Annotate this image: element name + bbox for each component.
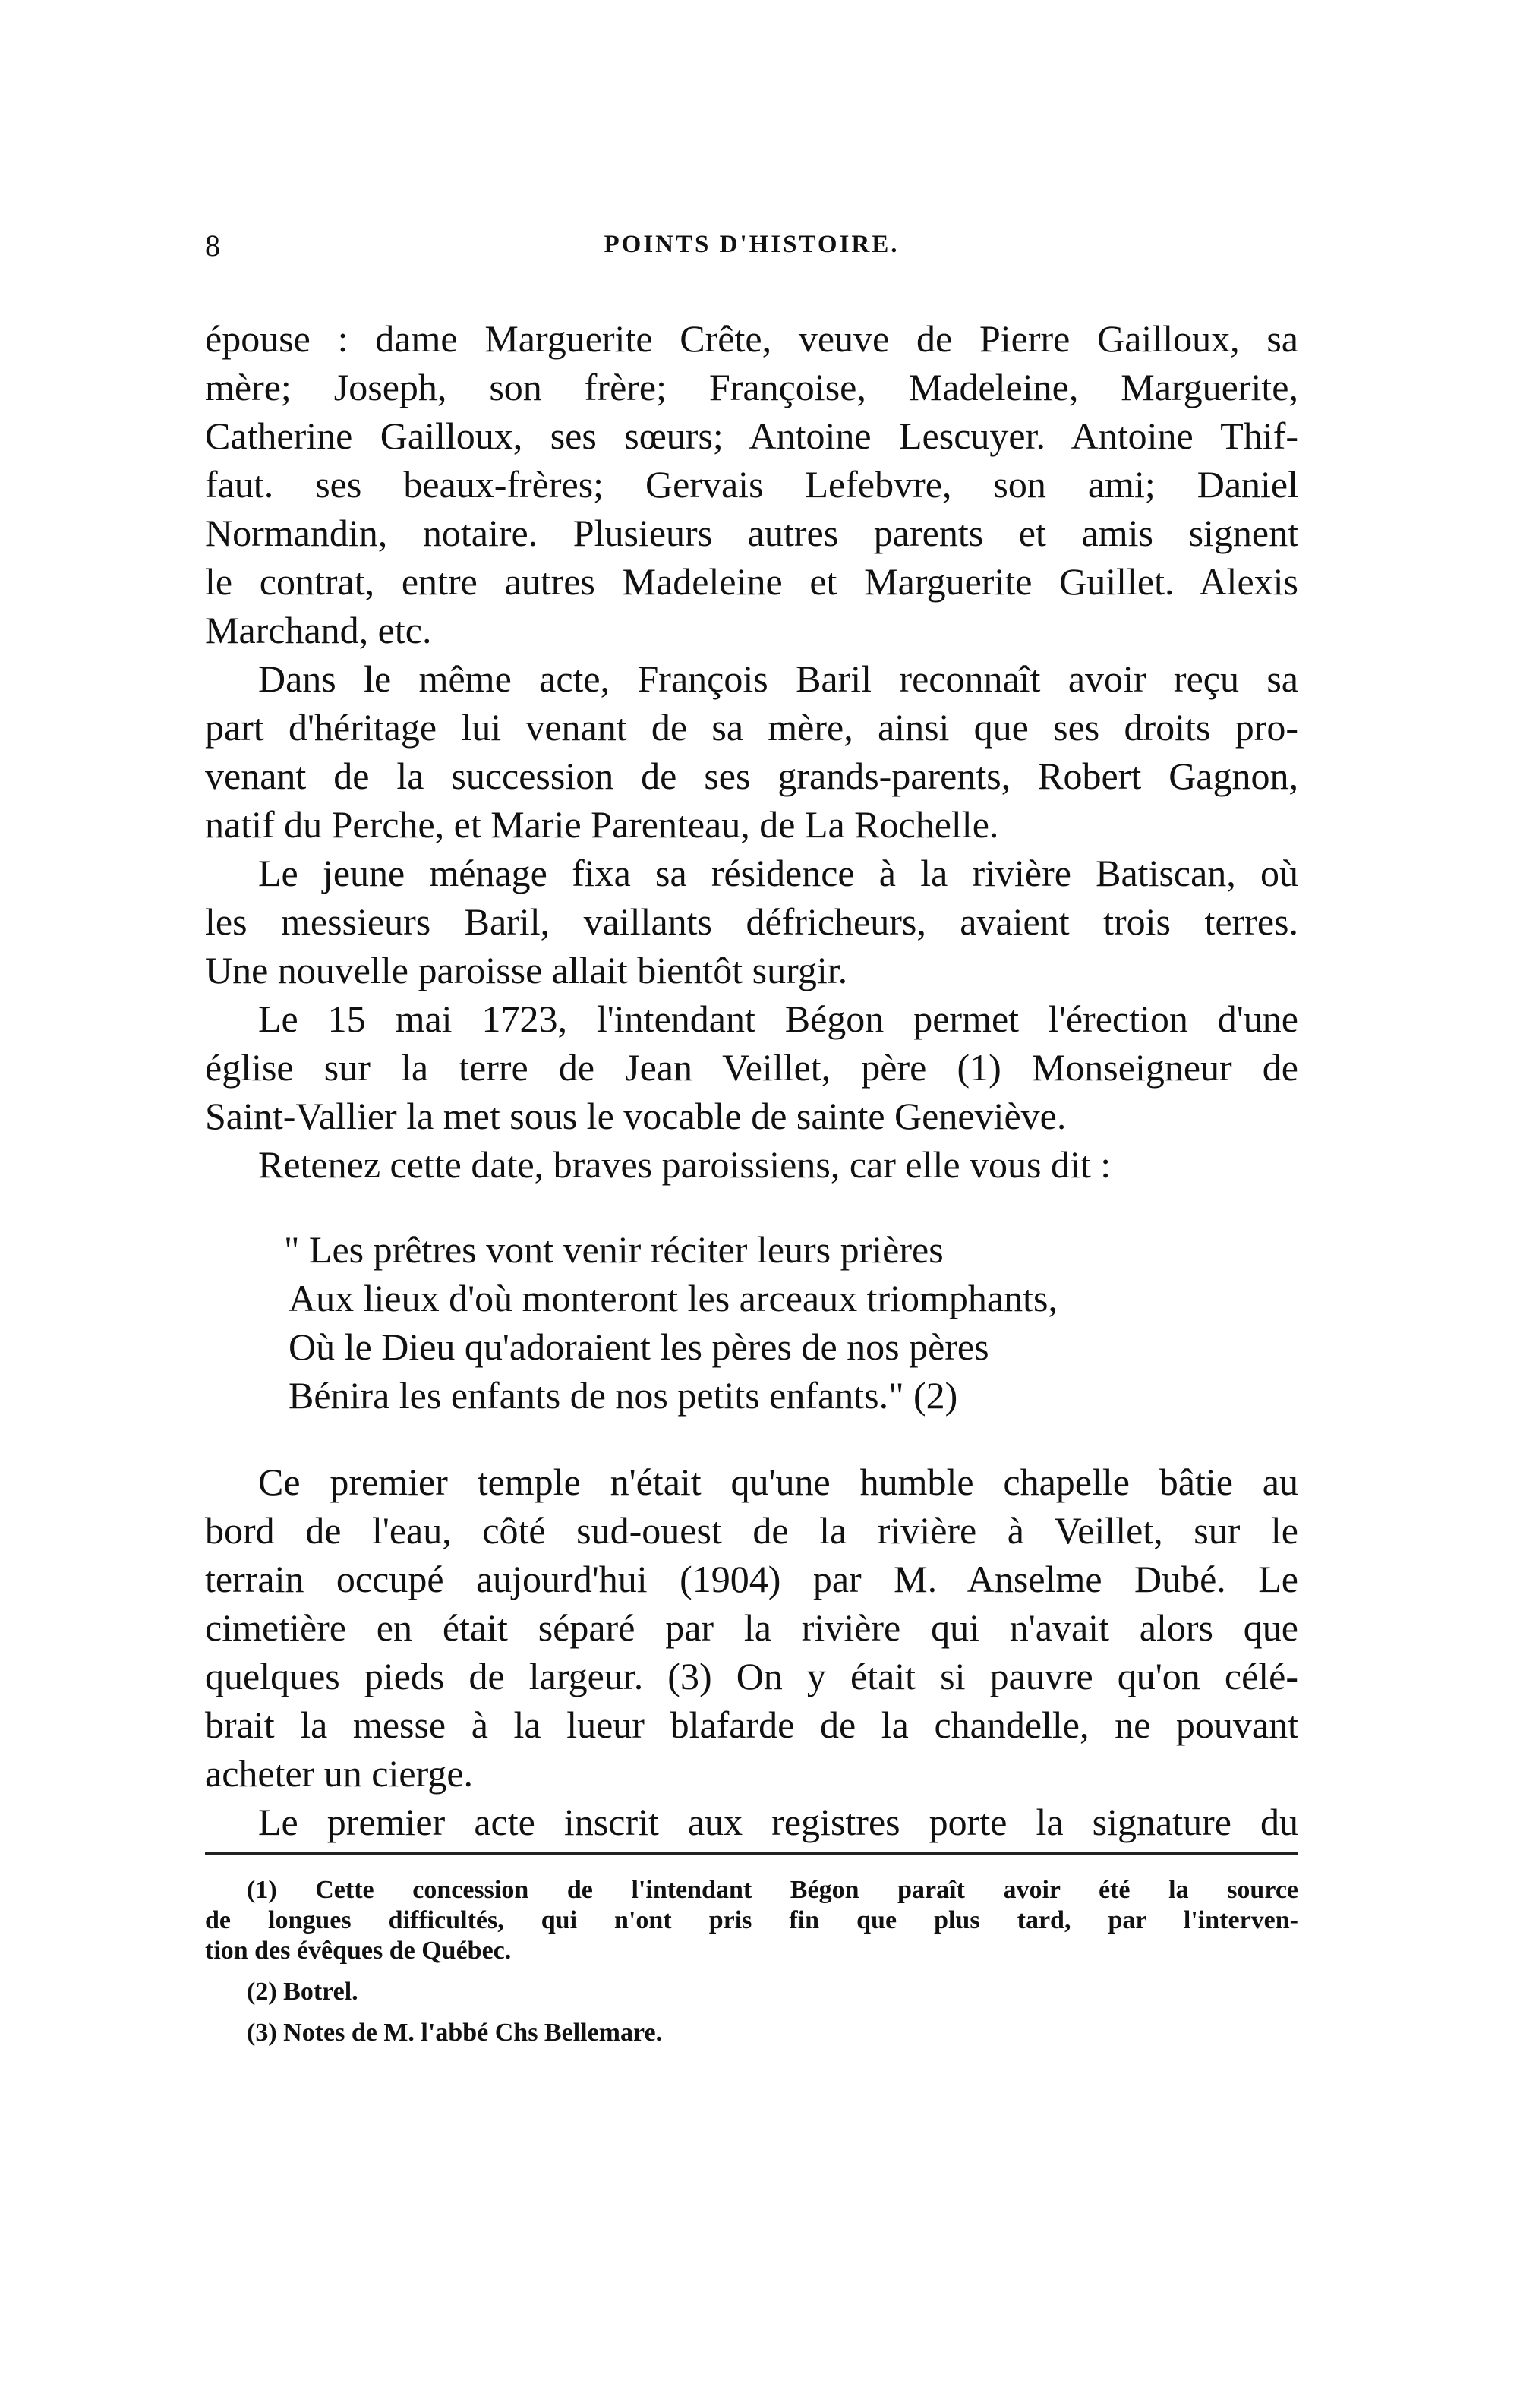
verse-line: Où le Dieu qu'adoraient les pères de nos pères xyxy=(289,1325,989,1368)
body-line: terrain occupé aujourd'hui (1904) par M. Anselme Dubé. Le xyxy=(205,1558,1298,1600)
body-line: mère; Joseph, son frère; Françoise, Madeleine, Marguerite, xyxy=(205,366,1298,408)
verse-line: Aux lieux d'où monteront les arceaux triomphants, xyxy=(289,1277,1058,1319)
body-line: cimetière en était séparé par la rivière qui n'avait alors que xyxy=(205,1606,1298,1649)
running-title: POINTS D'HISTOIRE. xyxy=(604,231,900,258)
body-line: quelques pieds de largeur. (3) On y était si pauvre qu'on célé- xyxy=(205,1655,1298,1697)
body-line: église sur la terre de Jean Veillet, père (1) Monseigneur de xyxy=(205,1046,1298,1089)
body-line: bord de l'eau, côté sud-ouest de la rivière à Veillet, sur le xyxy=(205,1509,1298,1552)
body-line: part d'héritage lui venant de sa mère, ainsi que ses droits pro- xyxy=(205,706,1298,749)
body-line: Dans le même acte, François Baril reconnaît avoir reçu sa xyxy=(258,657,1298,700)
body-line: Le 15 mai 1723, l'intendant Bégon permet l'érection d'une xyxy=(258,998,1298,1040)
body-line: Marchand, etc. xyxy=(205,609,432,651)
body-line: natif du Perche, et Marie Parenteau, de La Rochelle. xyxy=(205,803,999,846)
body-line: le contrat, entre autres Madeleine et Marguerite Guillet. Alexis xyxy=(205,560,1298,603)
body-line: venant de la succession de ses grands-parents, Robert Gagnon, xyxy=(205,755,1298,797)
verse-line: " Les prêtres vont venir réciter leurs prières xyxy=(284,1228,944,1271)
body-line: épouse : dame Marguerite Crête, veuve de Pierre Gailloux, sa xyxy=(205,317,1298,360)
body-line: acheter un cierge. xyxy=(205,1752,474,1795)
body-line: Retenez cette date, braves paroissiens, car elle vous dit : xyxy=(258,1143,1112,1186)
body-line: Ce premier temple n'était qu'une humble chapelle bâtie au xyxy=(258,1461,1298,1503)
body-line: Normandin, notaire. Plusieurs autres parents et amis signent xyxy=(205,512,1298,554)
body-line: brait la messe à la lueur blafarde de la chandelle, ne pouvant xyxy=(205,1704,1298,1746)
body-line: Le jeune ménage fixa sa résidence à la rivière Batiscan, où xyxy=(258,852,1298,894)
body-line: les messieurs Baril, vaillants défricheurs, avaient trois terres. xyxy=(205,900,1298,943)
body-line: Saint-Vallier la met sous le vocable de sainte Geneviève. xyxy=(205,1095,1067,1137)
footnote-line: (3) Notes de M. l'abbé Chs Bellemare. xyxy=(247,2019,663,2047)
footnote-line: (2) Botrel. xyxy=(247,1978,358,2006)
footnote-rule xyxy=(205,1852,1298,1855)
verse-line: Bénira les enfants de nos petits enfants." (2) xyxy=(289,1374,958,1417)
body-line: Une nouvelle paroisse allait bientôt surgir. xyxy=(205,949,848,991)
body-line: Catherine Gailloux, ses sœurs; Antoine Lescuyer. Antoine Thif- xyxy=(205,414,1298,457)
page-number: 8 xyxy=(205,229,220,263)
footnote-line: de longues difficultés, qui n'ont pris fin que plus tard, par l'interven- xyxy=(205,1906,1298,1934)
page-header xyxy=(205,228,1298,273)
footnote-line: tion des évêques de Québec. xyxy=(205,1937,512,1965)
body-line: Le premier acte inscrit aux registres porte la signature du xyxy=(258,1801,1298,1843)
footnote-line: (1) Cette concession de l'intendant Bégon paraît avoir été la source xyxy=(247,1876,1298,1904)
body-line: faut. ses beaux-frères; Gervais Lefebvre, son ami; Daniel xyxy=(205,463,1298,506)
